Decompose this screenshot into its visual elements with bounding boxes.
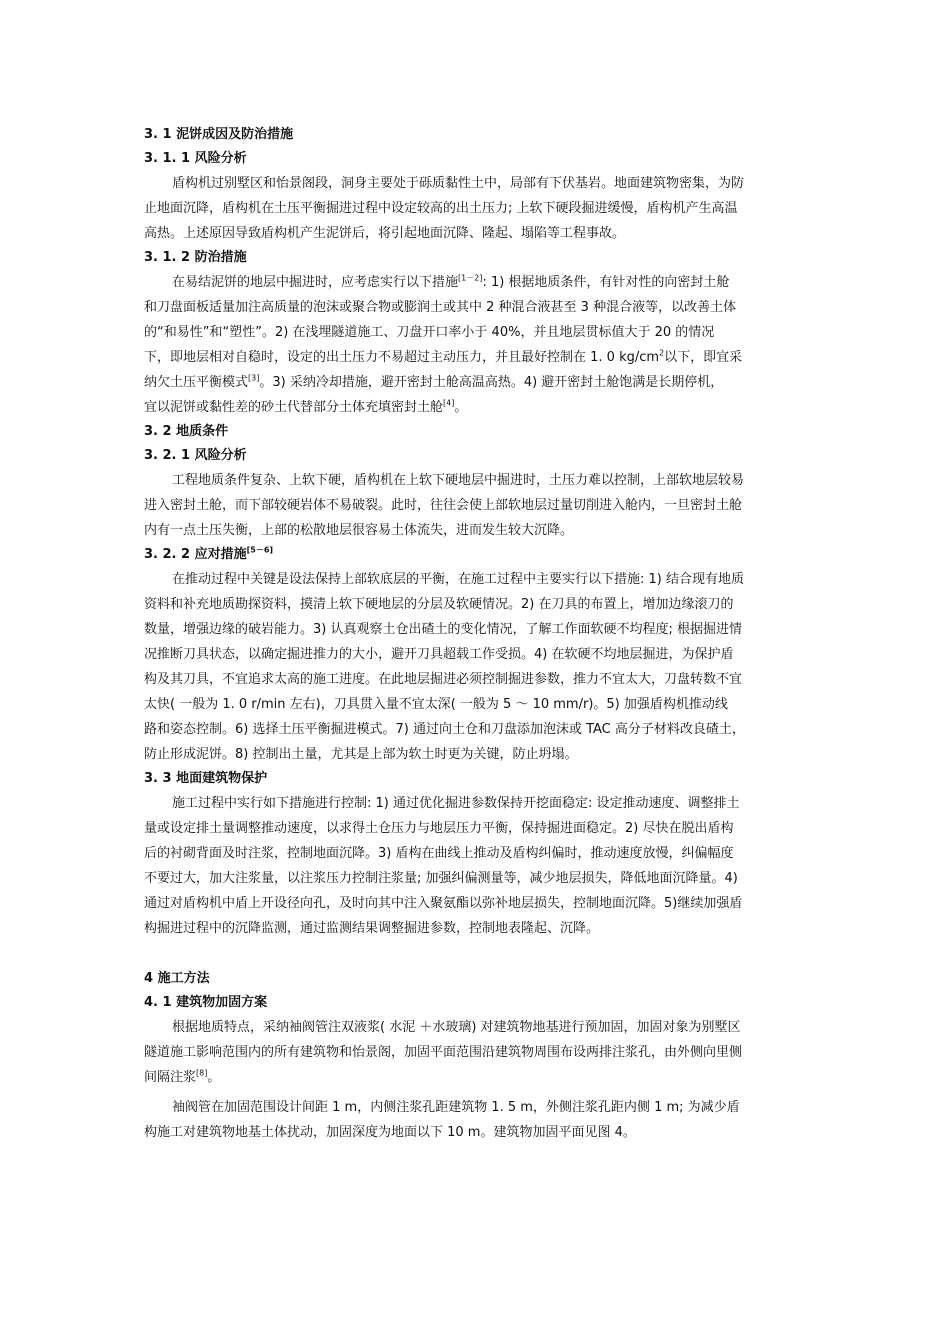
text-line: 袖阀管在加固范围设计间距 1 m，内侧注浆孔距建筑物 1. 5 m，外侧注浆孔距内侧 1 m; 为减少盾 <box>172 1100 740 1115</box>
text-line: 通过对盾构机中盾上开设径向孔，及时向其中注入聚氨酯以弥补地层损失，控制地面沉降。5)继续加强盾 <box>144 896 743 911</box>
text: 宜以泥饼或黏性差的砂土代替部分土体充填密封土舱 <box>144 400 444 415</box>
text-line: 防止形成泥饼。8) 控制出土量，尤其是上部为软土时更为关键，防止坍塌。 <box>144 747 578 762</box>
section-heading-4: 4 施工方法 <box>144 971 210 986</box>
subsection-heading-3-1-1: 3. 1. 1 风险分析 <box>144 151 247 166</box>
text-line: 高热。上述原因导致盾构机产生泥饼后，将引起地面沉降、隆起、塌陷等工程事故。 <box>144 226 626 241</box>
paragraph-3-1-1 <box>144 171 806 246</box>
superscript: 2 <box>659 348 665 358</box>
text-line: 后的衬砌背面及时注浆，控制地面沉降。3) 盾构在曲线上推动及盾构纠偏时，推动速度放慢，纠偏幅度 <box>144 846 734 861</box>
section-heading-3-1: 3. 1 泥饼成因及防治措施 <box>144 127 294 142</box>
text: 。 <box>207 1070 221 1085</box>
subsection-heading-3-2-1: 3. 2. 1 风险分析 <box>144 448 247 463</box>
text: 下，即地层相对自稳时，设定的出土压力不易超过主动压力，并且最好控制在 1. 0 kg/cm <box>144 350 660 365</box>
paragraph-4-1-b <box>144 1095 806 1145</box>
document-page <box>144 123 806 1145</box>
text-line: 构掘进过程中的沉降监测，通过监测结果调整掘进参数，控制地表隆起、沉降。 <box>144 921 600 936</box>
heading-text: 3. 2. 2 应对措施 <box>144 547 247 562</box>
text-line <box>144 395 806 420</box>
text-line <box>144 370 806 395</box>
text: 。 <box>454 400 468 415</box>
text-line <box>144 345 806 370</box>
text-line: 不要过大，加大注浆量，以注浆压力控制注浆量; 加强纠偏测量等，减少地层损失，降低地面沉降量。4) <box>144 871 738 886</box>
citation-ref: [4] <box>443 398 455 408</box>
citation-ref: [1－2] <box>458 273 483 283</box>
text-line: 施工过程中实行如下措施进行控制: 1) 通过优化掘进参数保持开挖面稳定: 设定推动速度、调整排土 <box>172 796 740 811</box>
section-heading-3-2: 3. 2 地质条件 <box>144 424 229 439</box>
text-line: 工程地质条件复杂、上软下硬，盾构机在上软下硬地层中掘进时，土压力难以控制，上部软地层较易 <box>172 473 745 488</box>
text-line: 进入密封土舱，而下部较硬岩体不易破裂。此时，往往会使上部软地层过量切削进入舱内，一旦密封土舱 <box>144 498 743 513</box>
text-line: 和刀盘面板适量加注高质量的泡沫或聚合物或膨润土或其中 2 种混合液甚至 3 种混合液等，以改善土体 <box>144 300 737 315</box>
text: 间隔注浆 <box>144 1070 197 1085</box>
text-line: 路和姿态控制。6) 选择土压平衡掘进模式。7) 通过向土仓和刀盘添加泡沫或 TAC 高分子材料改良碴土， <box>144 722 745 737</box>
text-line: 构施工对建筑物地基土体扰动，加固深度为地面以下 10 m。建筑物加固平面见图 4。 <box>144 1125 636 1140</box>
text-line: 在推动过程中关键是设法保持上部软底层的平衡，在施工过程中主要实行以下措施: 1) 结合现有地质 <box>172 572 744 587</box>
text-line: 量或设定排土量调整推动速度，以求得土仓压力与地层压力平衡，保持掘进面稳定。2) 尽快在脱出盾构 <box>144 821 734 836</box>
text: 。3) 采纳冷却措施，避开密封土舱高温高热。4) 避开密封土舱饱满是长期停机， <box>259 375 724 390</box>
text-line: 止地面沉降，盾构机在土压平衡掘进过程中设定较高的出土压力; 上软下硬段掘进缓慢，盾构机产生高温 <box>144 201 738 216</box>
text-line: 根据地质特点，采纳袖阀管注双液浆( 水泥 ＋水玻璃) 对建筑物地基进行预加固，加固对象为别墅区 <box>172 1020 741 1035</box>
text-line: 太快( 一般为 1. 0 r/min 左右)，刀具贯入量不宜太深( 一般为 5 ～ 10 mm/r)。5) 加强盾构机推动线 <box>144 697 728 712</box>
citation-ref: [5－6] <box>246 545 274 555</box>
text: 在易结泥饼的地层中掘进时，应考虑实行以下措施 <box>172 275 459 290</box>
paragraph-3-2-1 <box>144 468 806 543</box>
subsection-heading-4-1: 4. 1 建筑物加固方案 <box>144 995 268 1010</box>
subsection-heading-3-1-2: 3. 1. 2 防治措施 <box>144 250 247 265</box>
paragraph-3-3 <box>144 791 806 941</box>
paragraph-3-1-2 <box>144 270 806 420</box>
citation-ref: [3] <box>248 373 260 383</box>
text: 纳欠土压平衡模式 <box>144 375 249 390</box>
text-line: 资料和补充地质勘探资料，摸清上软下硬地层的分层及软硬情况。2) 在刀具的布置上，增加边缘滚刀的 <box>144 597 734 612</box>
text: 以下，即宜采 <box>664 350 743 365</box>
text-line: 的“和易性”和“塑性”。2) 在浅埋隧道施工、刀盘开口率小于 40%，并且地层贯标值大于 20 的情况 <box>144 325 715 340</box>
text-line <box>144 1065 806 1090</box>
text-line: 构及其刀具，不宜追求太高的施工进度。在此地层掘进必须控制掘进参数，推力不宜太大，刀盘转数不宜 <box>144 672 743 687</box>
text-line: 数量，增强边缘的破岩能力。3) 认真观察土仓出碴土的变化情况，了解工作面软硬不均程度; 根据掘进情 <box>144 622 742 637</box>
text-line: 隧道施工影响范围内的所有建筑物和怡景阁，加固平面范围沿建筑物周围布设两排注浆孔，由外侧向里侧 <box>144 1045 743 1060</box>
paragraph-3-2-2 <box>144 567 806 767</box>
subsection-heading-3-2-2 <box>144 543 806 567</box>
text-line: 况推断刀具状态，以确定掘进推力的大小，避开刀具超载工作受损。4) 在软硬不均地层掘进，为保护盾 <box>144 647 734 662</box>
paragraph-4-1-a <box>144 1015 806 1090</box>
text-line <box>144 270 806 295</box>
text: : 1) 根据地质条件，有针对性的向密封土舱 <box>482 275 730 290</box>
citation-ref: [8] <box>196 1068 208 1078</box>
section-heading-3-3: 3. 3 地面建筑物保护 <box>144 771 268 786</box>
text-line: 盾构机过别墅区和怡景阁段，洞身主要处于砾质黏性土中，局部有下伏基岩。地面建筑物密集，为防 <box>172 176 745 191</box>
text-line: 内有一点土压失衡，上部的松散地层很容易土体流失，进而发生较大沉降。 <box>144 523 574 538</box>
